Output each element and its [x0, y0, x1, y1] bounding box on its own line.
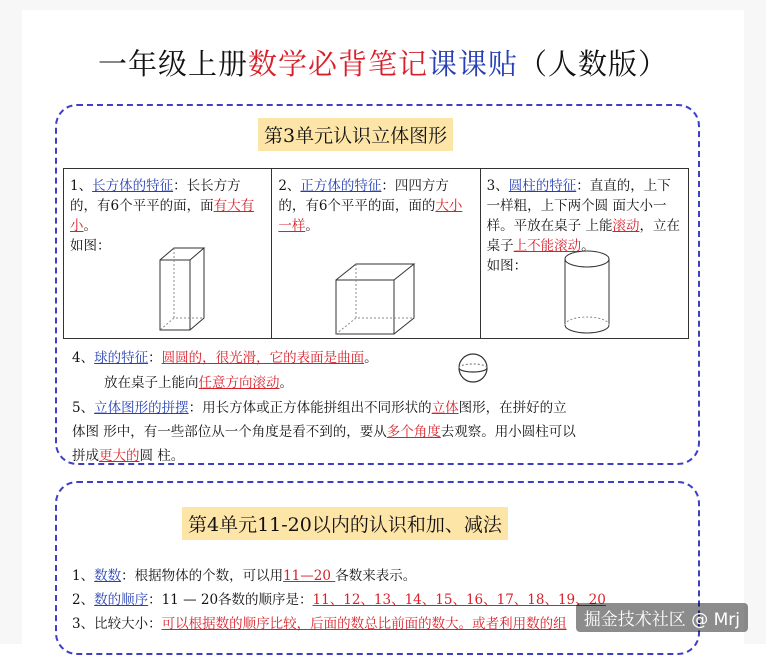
cylinder-answer-roll: 滚动: [612, 218, 640, 234]
cylinder-figure: [562, 249, 612, 337]
unit4-heading: 第4单元11-20以内的认识和加、减法: [182, 507, 508, 540]
cylinder-answer-no-roll: 上不能滚动: [513, 238, 582, 254]
unit4-item3: [72, 612, 567, 632]
watermark: 掘金技术社区 @ Mrj: [576, 603, 748, 632]
u4-item1-num: 1、: [72, 568, 95, 584]
title-part-grade: 一年级上册: [97, 47, 248, 81]
u4-item2-text: ：11 — 20各数的顺序是：: [148, 592, 313, 608]
page-title: [0, 42, 766, 83]
cube-figure: [334, 262, 416, 336]
item5-text-3: 体图 形中，有一些部位从一个角度是看不到的，要从: [72, 424, 387, 440]
u4-item1-text-2: 各数来表示。: [335, 568, 417, 584]
item5-text-2: 图形，在拼好的立: [458, 400, 567, 416]
u4-item3-answer: 可以根据数的顺序比较，后面的数总比前面的数大。或者利用数的组: [161, 616, 567, 632]
cylinder-mid: ，立在桌子: [486, 218, 680, 254]
cylinder-num: 3、: [486, 178, 509, 194]
u4-item2-num: 2、: [72, 592, 95, 608]
cylinder-fig-label: 如图：: [486, 258, 528, 274]
unit3-heading: 第3单元认识立体图形: [258, 118, 453, 151]
cuboid-text: ：长长方方 的，有6个平平的面，面: [70, 178, 241, 214]
item5-text-1: ：用长方体或正方体能拼组出不同形状的: [188, 400, 432, 416]
item5-text-5: 拼成: [72, 448, 99, 464]
cylinder-keyword: 圆柱的特征: [508, 178, 577, 194]
cube-num: 2、: [278, 178, 301, 194]
u4-item2-answer: 11、12、13、14、15、16、17、18、19、20: [312, 592, 606, 608]
item5-line2: [72, 420, 576, 440]
item5-num: 5、: [72, 400, 95, 416]
item5-text-4: 去观察。用小圆柱可以: [440, 424, 576, 440]
item4-keyword: 球的特征: [94, 350, 149, 366]
u4-item3-num: 3、: [72, 616, 95, 632]
title-part-stickers: 课课贴: [428, 47, 519, 81]
u4-item1-keyword: 数数: [94, 568, 122, 584]
unit4-item1: [72, 564, 416, 584]
cylinder-text: ：直直的，上下一样粗，上下两个圆 面大小一样。平放在桌子 上能: [486, 178, 671, 234]
item5-line1: [72, 396, 567, 416]
item4-sep: ：: [148, 350, 162, 366]
item5-keyword: 立体图形的拼摆: [94, 400, 189, 416]
cuboid-figure: [158, 246, 208, 334]
title-part-notes: 数学必背笔记: [247, 47, 428, 81]
cuboid-end: 。: [83, 218, 97, 234]
item4-answer-2: 任意方向滚动: [198, 375, 280, 391]
cuboid-fig-label: 如图：: [70, 238, 111, 254]
item4-line2-text: 放在桌子上能向: [104, 375, 199, 391]
cube-answer: 大小一样: [278, 198, 463, 234]
item5-line3: [72, 444, 184, 464]
item4-end: 。: [364, 350, 378, 366]
item4-line2: [104, 371, 293, 391]
u4-item1-text: ：根据物体的个数，可以用: [121, 568, 284, 584]
cube-text: ：四四方方的，有6个平平的面，面的: [278, 178, 449, 214]
title-part-edition: （人数版）: [518, 47, 669, 81]
cuboid-keyword: 长方体的特征: [92, 178, 174, 194]
cube-end: 。: [305, 218, 319, 234]
cylinder-end: 。: [581, 238, 595, 254]
u4-item2-keyword: 数的顺序: [94, 592, 149, 608]
item5-text-6: 圆 柱。: [139, 448, 185, 464]
cuboid-answer: 有大有小: [70, 198, 255, 234]
item4-line2-end: 。: [279, 375, 293, 391]
cuboid-num: 1、: [70, 178, 93, 194]
unit4-item2: [72, 588, 606, 608]
cube-keyword: 正方体的特征: [300, 178, 382, 194]
item5-answer-1: 立体: [431, 400, 459, 416]
item5-answer-3: 更大的: [99, 448, 140, 464]
sphere-figure: [456, 352, 490, 384]
item4-answer: 圆圆的，很光滑，它的表面是曲面: [161, 350, 365, 366]
item4-num: 4、: [72, 350, 95, 366]
u4-item1-answer: 11—20: [283, 568, 336, 584]
item5-answer-2: 多个角度: [386, 424, 441, 440]
item4-line1: [72, 346, 378, 366]
u4-item3-text: 比较大小：: [94, 616, 162, 632]
